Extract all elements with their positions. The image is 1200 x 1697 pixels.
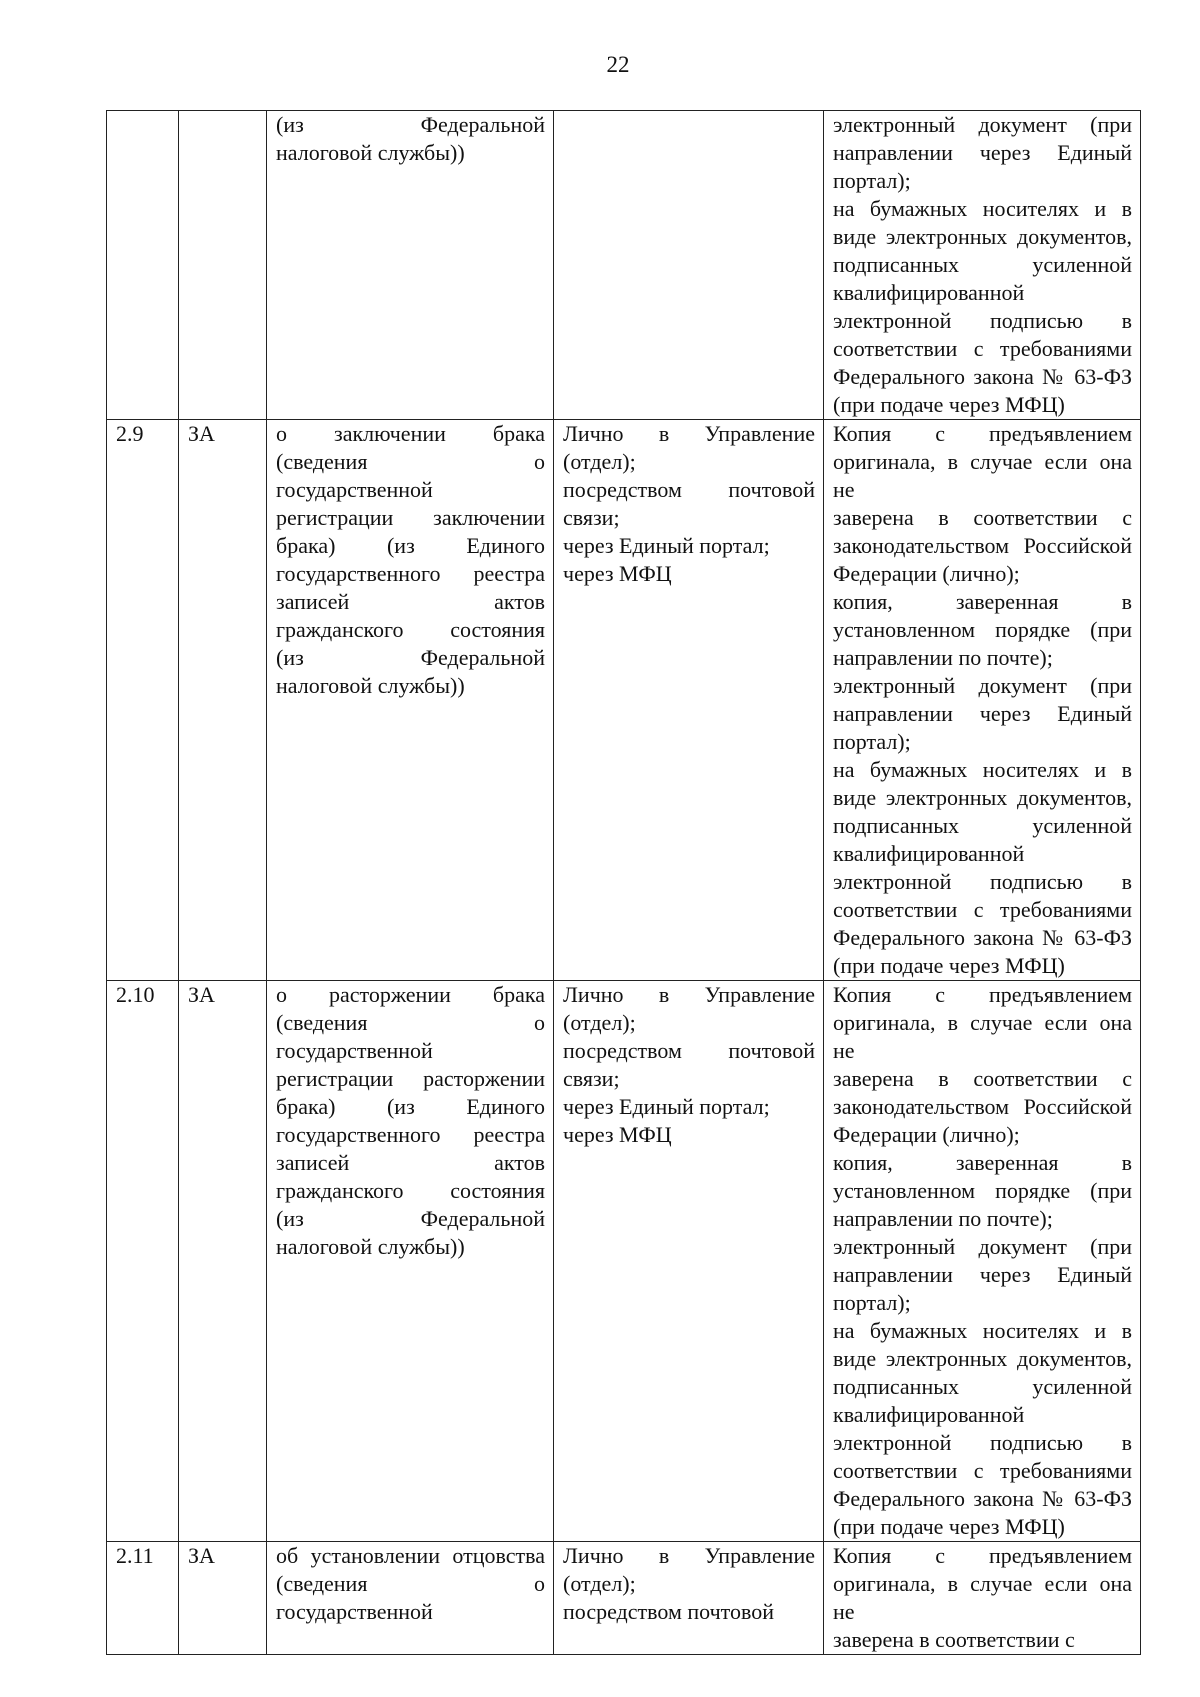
info-line: записей актов	[276, 589, 545, 614]
table-row	[107, 420, 1141, 981]
docs-line: портал);	[833, 168, 911, 193]
method-line: связи;	[563, 505, 620, 530]
method-line: (отдел);	[563, 1010, 636, 1035]
docs-line: подписанных усиленной	[833, 813, 1132, 838]
info-line: (сведения о	[276, 1010, 545, 1035]
method-line: через МФЦ	[563, 561, 672, 586]
info-line: государственной	[276, 1599, 433, 1624]
docs-line: виде электронных документов,	[833, 785, 1132, 810]
docs-cell	[824, 420, 1141, 981]
info-line: государственного реестра	[276, 561, 545, 586]
docs-line: оригинала, в случае если она не	[833, 449, 1132, 502]
docs-line: на бумажных носителях и в	[833, 1318, 1132, 1343]
docs-line: копия, заверенная в	[833, 1150, 1132, 1175]
info-line: налоговой службы))	[276, 673, 465, 698]
method-line: (отдел);	[563, 1571, 636, 1596]
docs-line: Федерации (лично);	[833, 1122, 1020, 1147]
docs-line: электронной подписью в	[833, 1430, 1132, 1455]
info-line: брака) (из Единого	[276, 533, 545, 558]
docs-line: оригинала, в случае если она не	[833, 1010, 1132, 1063]
docs-line: установленном порядке (при	[833, 617, 1132, 642]
docs-line: портал);	[833, 729, 911, 754]
row-code: ЗА	[188, 421, 215, 446]
method-cell	[554, 111, 824, 420]
row-code-cell	[179, 420, 267, 981]
table-row	[107, 1542, 1141, 1655]
docs-line: законодательством Российской	[833, 533, 1132, 558]
info-line: записей актов	[276, 1150, 545, 1175]
docs-line: на бумажных носителях и в	[833, 757, 1132, 782]
docs-line: копия, заверенная в	[833, 589, 1132, 614]
method-cell	[554, 981, 824, 1542]
info-cell	[267, 420, 554, 981]
row-code-cell	[179, 111, 267, 420]
docs-cell	[824, 981, 1141, 1542]
row-number-cell	[107, 1542, 179, 1655]
row-number: 2.10	[116, 982, 155, 1007]
docs-line: направлении через Единый	[833, 140, 1132, 165]
method-line: через МФЦ	[563, 1122, 672, 1147]
info-line: об установлении отцовства	[276, 1543, 545, 1568]
docs-line: соответствии с требованиями	[833, 1458, 1132, 1483]
method-line: посредством почтовой	[563, 1038, 815, 1063]
method-line: посредством почтовой	[563, 477, 815, 502]
docs-line: направлении по почте);	[833, 1206, 1053, 1231]
docs-line: портал);	[833, 1290, 911, 1315]
info-line: (сведения о	[276, 1571, 545, 1596]
info-cell	[267, 1542, 554, 1655]
docs-line: электронной подписью в	[833, 308, 1132, 333]
info-line: регистрации расторжении	[276, 1066, 545, 1091]
docs-line: Копия с предъявлением	[833, 1543, 1132, 1568]
docs-line: соответствии с требованиями	[833, 336, 1132, 361]
table-body	[107, 111, 1141, 1655]
info-line: (из Федеральной	[276, 112, 545, 137]
info-line: государственного реестра	[276, 1122, 545, 1147]
method-cell	[554, 420, 824, 981]
info-cell	[267, 111, 554, 420]
docs-cell	[824, 111, 1141, 420]
row-number-cell	[107, 111, 179, 420]
docs-line: Копия с предъявлением	[833, 982, 1132, 1007]
docs-line: Федерального закона № 63-ФЗ	[833, 1486, 1132, 1511]
info-cell	[267, 981, 554, 1542]
docs-line: электронный документ (при	[833, 1234, 1132, 1259]
row-code: ЗА	[188, 982, 215, 1007]
docs-line: заверена в соответствии с	[833, 1066, 1132, 1091]
docs-line: законодательством Российской	[833, 1094, 1132, 1119]
row-number: 2.11	[116, 1543, 154, 1568]
info-line: о заключении брака	[276, 421, 545, 446]
docs-line: (при подаче через МФЦ)	[833, 953, 1065, 978]
docs-cell	[824, 1542, 1141, 1655]
docs-line: виде электронных документов,	[833, 224, 1132, 249]
row-number-cell	[107, 420, 179, 981]
info-line: налоговой службы))	[276, 140, 465, 165]
method-line: через Единый портал;	[563, 1094, 770, 1119]
table-row	[107, 111, 1141, 420]
docs-line: электронный документ (при	[833, 673, 1132, 698]
row-code-cell	[179, 981, 267, 1542]
page-number: 22	[606, 52, 630, 77]
docs-line: направлении по почте);	[833, 645, 1053, 670]
docs-line: установленном порядке (при	[833, 1178, 1132, 1203]
documents-table	[106, 110, 1141, 1655]
info-line: (из Федеральной	[276, 1206, 545, 1231]
row-number: 2.9	[116, 421, 144, 446]
docs-line: (при подаче через МФЦ)	[833, 1514, 1065, 1539]
docs-line: оригинала, в случае если она не	[833, 1571, 1132, 1624]
info-line: налоговой службы))	[276, 1234, 465, 1259]
info-line: о расторжении брака	[276, 982, 545, 1007]
method-line: Лично в Управление	[563, 421, 815, 446]
docs-line: заверена в соответствии с	[833, 1627, 1075, 1652]
method-line: через Единый портал;	[563, 533, 770, 558]
docs-line: Федерации (лично);	[833, 561, 1020, 586]
docs-line: подписанных усиленной	[833, 252, 1132, 277]
docs-line: на бумажных носителях и в	[833, 196, 1132, 221]
method-line: связи;	[563, 1066, 620, 1091]
row-code-cell	[179, 1542, 267, 1655]
docs-line: Федерального закона № 63-ФЗ	[833, 925, 1132, 950]
docs-line: направлении через Единый	[833, 1262, 1132, 1287]
method-line: Лично в Управление	[563, 982, 815, 1007]
docs-line: соответствии с требованиями	[833, 897, 1132, 922]
docs-line: заверена в соответствии с	[833, 505, 1132, 530]
info-line: гражданского состояния	[276, 1178, 545, 1203]
docs-line: направлении через Единый	[833, 701, 1132, 726]
info-line: регистрации заключении	[276, 505, 545, 530]
docs-line: виде электронных документов,	[833, 1346, 1132, 1371]
info-line: (сведения о	[276, 449, 545, 474]
info-line: государственной	[276, 477, 433, 502]
row-code: ЗА	[188, 1543, 215, 1568]
method-line: Лично в Управление	[563, 1543, 815, 1568]
docs-line: Копия с предъявлением	[833, 421, 1132, 446]
method-line: посредством почтовой	[563, 1599, 774, 1624]
docs-line: подписанных усиленной	[833, 1374, 1132, 1399]
docs-line: Федерального закона № 63-ФЗ	[833, 364, 1132, 389]
table-row	[107, 981, 1141, 1542]
docs-line: квалифицированной	[833, 841, 1025, 866]
docs-line: электронный документ (при	[833, 112, 1132, 137]
row-number-cell	[107, 981, 179, 1542]
docs-line: (при подаче через МФЦ)	[833, 392, 1065, 417]
docs-line: электронной подписью в	[833, 869, 1132, 894]
method-cell	[554, 1542, 824, 1655]
info-line: гражданского состояния	[276, 617, 545, 642]
docs-line: квалифицированной	[833, 1402, 1025, 1427]
info-line: (из Федеральной	[276, 645, 545, 670]
docs-line: квалифицированной	[833, 280, 1025, 305]
info-line: брака) (из Единого	[276, 1094, 545, 1119]
method-line: (отдел);	[563, 449, 636, 474]
info-line: государственной	[276, 1038, 433, 1063]
